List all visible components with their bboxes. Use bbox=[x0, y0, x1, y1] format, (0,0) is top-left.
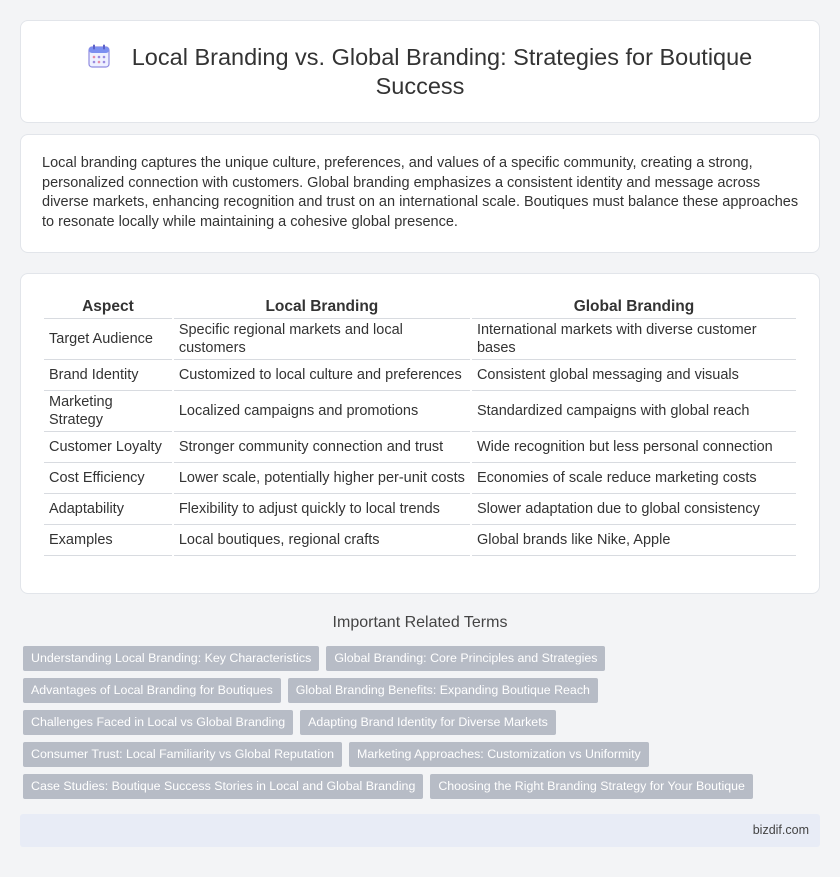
calendar-icon bbox=[88, 44, 110, 68]
tag-row bbox=[23, 710, 783, 742]
table-row bbox=[44, 391, 796, 432]
related-terms-list bbox=[23, 646, 783, 806]
cell-local: Customized to local culture and preferences bbox=[174, 360, 470, 391]
page-title-wrap bbox=[21, 43, 819, 101]
related-term-tag[interactable]: Adapting Brand Identity for Diverse Markets bbox=[300, 710, 556, 735]
table-row bbox=[44, 360, 796, 391]
cell-aspect: Customer Loyalty bbox=[44, 432, 172, 463]
site-name[interactable]: bizdif.com bbox=[752, 823, 809, 837]
cell-global: Global brands like Nike, Apple bbox=[472, 525, 796, 556]
related-term-tag[interactable]: Consumer Trust: Local Familiarity vs Global Reputation bbox=[23, 742, 342, 767]
table-row bbox=[44, 432, 796, 463]
header-aspect: Aspect bbox=[44, 296, 172, 319]
cell-local: Lower scale, potentially higher per-unit costs bbox=[174, 463, 470, 494]
table-row bbox=[44, 319, 796, 360]
cell-local: Localized campaigns and promotions bbox=[174, 391, 470, 432]
comparison-table bbox=[42, 296, 798, 556]
tag-row bbox=[23, 646, 783, 678]
related-term-tag[interactable]: Global Branding Benefits: Expanding Boutique Reach bbox=[288, 678, 598, 703]
tag-row bbox=[23, 678, 783, 710]
related-term-tag[interactable]: Case Studies: Boutique Success Stories in Local and Global Branding bbox=[23, 774, 423, 799]
header-local-branding: Local Branding bbox=[174, 296, 470, 319]
cell-global: Consistent global messaging and visuals bbox=[472, 360, 796, 391]
cell-global: Wide recognition but less personal connection bbox=[472, 432, 796, 463]
cell-aspect: Examples bbox=[44, 525, 172, 556]
table-row bbox=[44, 494, 796, 525]
title-card bbox=[20, 20, 820, 123]
table-row bbox=[44, 463, 796, 494]
intro-card bbox=[20, 134, 820, 253]
related-term-tag[interactable]: Marketing Approaches: Customization vs Uniformity bbox=[349, 742, 649, 767]
cell-global: Economies of scale reduce marketing costs bbox=[472, 463, 796, 494]
footer-bar bbox=[20, 814, 820, 847]
cell-local: Stronger community connection and trust bbox=[174, 432, 470, 463]
tag-row bbox=[23, 774, 783, 806]
cell-aspect: Brand Identity bbox=[44, 360, 172, 391]
table-row bbox=[44, 525, 796, 556]
cell-aspect: Adaptability bbox=[44, 494, 172, 525]
cell-local: Local boutiques, regional crafts bbox=[174, 525, 470, 556]
related-term-tag[interactable]: Challenges Faced in Local vs Global Branding bbox=[23, 710, 293, 735]
page-title: Local Branding vs. Global Branding: Strategies for Boutique Success bbox=[131, 44, 753, 99]
cell-aspect: Target Audience bbox=[44, 319, 172, 360]
table-header-row bbox=[44, 296, 796, 319]
cell-aspect: Cost Efficiency bbox=[44, 463, 172, 494]
cell-global: Slower adaptation due to global consistency bbox=[472, 494, 796, 525]
related-term-tag[interactable]: Understanding Local Branding: Key Characteristics bbox=[23, 646, 319, 671]
related-terms-title: Important Related Terms bbox=[332, 614, 508, 631]
cell-aspect: Marketing Strategy bbox=[44, 391, 172, 432]
header-global-branding: Global Branding bbox=[472, 296, 796, 319]
intro-paragraph: Local branding captures the unique culture, preferences, and values of a specific community, creating a strong, personalized connection with customers. Global branding emphasizes a consistent identity and message across diverse markets, enhancing recognition and trust on an international scale. Boutiques must balance these approaches to resonate locally while maintaining a cohesive global presence. bbox=[42, 155, 799, 230]
related-term-tag[interactable]: Choosing the Right Branding Strategy for Your Boutique bbox=[430, 774, 753, 799]
related-term-tag[interactable]: Global Branding: Core Principles and Strategies bbox=[326, 646, 605, 671]
cell-global: Standardized campaigns with global reach bbox=[472, 391, 796, 432]
tag-row bbox=[23, 742, 783, 774]
cell-local: Specific regional markets and local customers bbox=[174, 319, 470, 360]
cell-local: Flexibility to adjust quickly to local trends bbox=[174, 494, 470, 525]
comparison-card bbox=[20, 273, 820, 594]
cell-global: International markets with diverse customer bases bbox=[472, 319, 796, 360]
related-term-tag[interactable]: Advantages of Local Branding for Boutiques bbox=[23, 678, 281, 703]
